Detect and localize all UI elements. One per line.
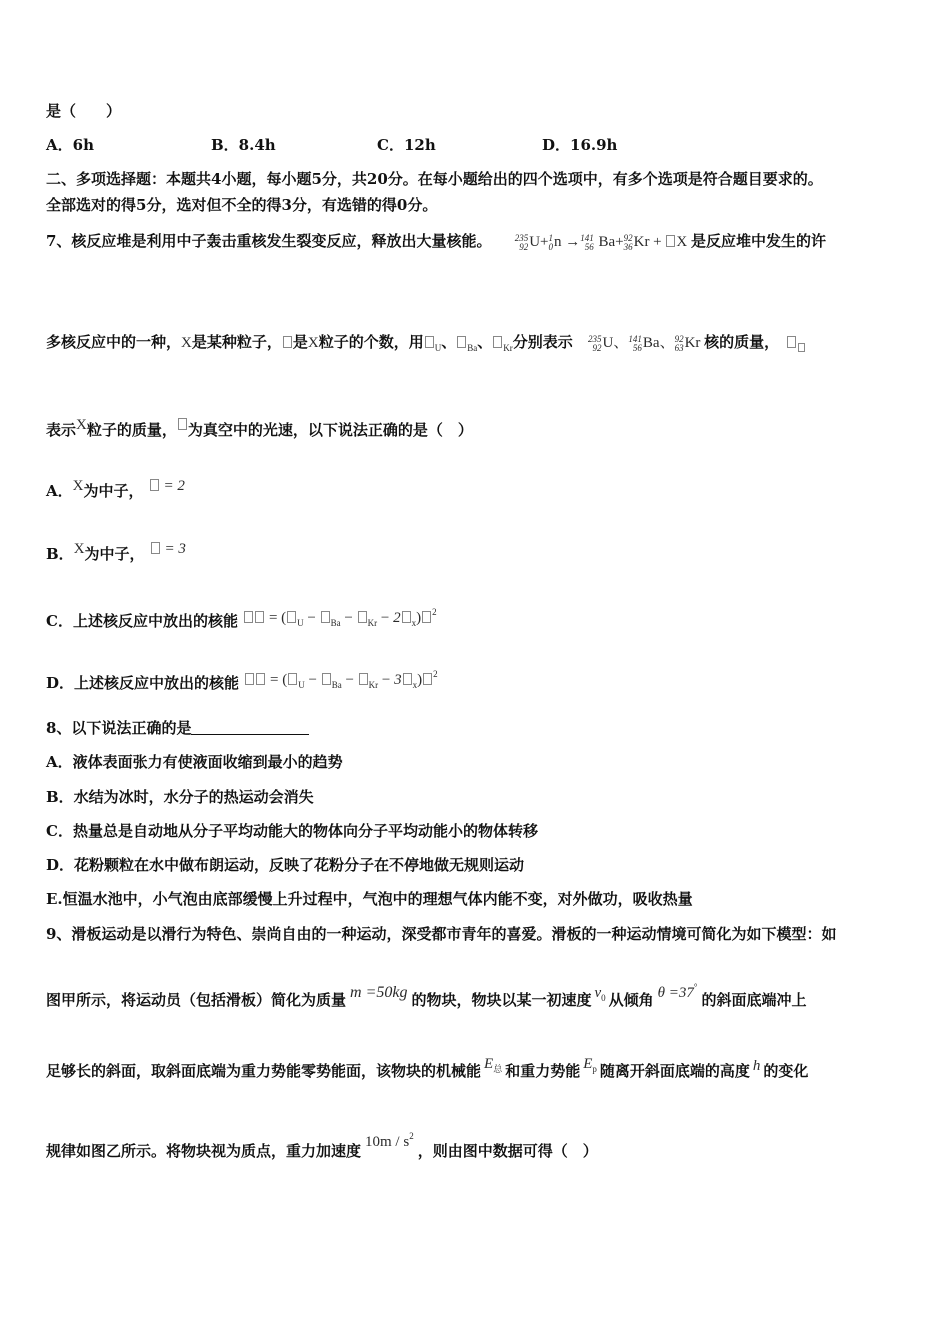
q7-option-a[interactable] <box>46 478 185 502</box>
kr-nuclide-numbers <box>675 335 684 353</box>
angle-value <box>657 982 698 1001</box>
gravity-value <box>365 1131 414 1150</box>
kr-mass-number: 92 <box>623 232 633 243</box>
ba-nuclide-numbers <box>628 335 642 353</box>
subscript-u: U <box>298 680 305 690</box>
separator: 、 <box>613 335 629 351</box>
e-subscript: 总 <box>493 1064 503 1074</box>
x-symbol: X <box>307 335 319 351</box>
g-text: 10m / s <box>365 1134 410 1150</box>
q7-stem-line2 <box>46 332 806 359</box>
placeholder-glyph <box>288 673 297 685</box>
option-label: A． <box>46 482 73 500</box>
q7-option-c[interactable] <box>46 606 437 637</box>
n-mass-number: 1 <box>548 232 553 243</box>
placeholder-glyph <box>425 336 434 348</box>
q9-line3-c: 随离开斜面底端的高度 <box>599 1062 750 1080</box>
option-text: C．上述核反应中放出的核能 <box>46 612 238 630</box>
q9-line2-c: 从倾角 <box>608 991 654 1009</box>
g-exponent: 2 <box>409 1131 414 1141</box>
answer-blank[interactable] <box>191 720 309 735</box>
q9-line3-d: 的变化 <box>763 1062 809 1080</box>
eq-close: ) <box>416 610 422 626</box>
separator: 、 <box>477 333 493 351</box>
n-symbol: n → <box>553 234 581 250</box>
placeholder-glyph <box>423 673 432 685</box>
placeholder-glyph <box>150 479 159 491</box>
placeholder-glyph <box>403 673 412 685</box>
eq-open: = ( <box>270 672 288 688</box>
placeholder-glyph <box>666 235 675 247</box>
separator: 、 <box>659 335 675 351</box>
q7-stem2-e: 分别表示 <box>512 333 573 351</box>
total-energy-symbol <box>484 1056 502 1072</box>
u-nuclide-numbers <box>515 234 529 252</box>
u-mass-number: 235 <box>588 333 602 344</box>
q8-option-d[interactable]: D．花粉颗粒在水中做布朗运动，反映了花粉分子在不停地做无规则运动 <box>46 856 525 874</box>
subscript-ba: Ba <box>467 343 478 353</box>
e-symbol: E <box>484 1056 494 1072</box>
minus-sign: − <box>381 672 391 688</box>
n-charge-number: 0 <box>548 241 553 252</box>
minus-sign: − <box>380 610 390 626</box>
prev-question-options <box>46 135 646 155</box>
q7-stem2-d: 粒子的个数，用 <box>318 333 424 351</box>
subscript-u: U <box>434 343 442 353</box>
prev-question-tail: 是（ ） <box>46 102 122 120</box>
v-symbol: v <box>594 985 602 1001</box>
q7-stem2-a: 多核反应中的一种， <box>46 333 182 351</box>
kr-nuclide-numbers <box>624 234 633 252</box>
x-symbol: X <box>676 234 688 250</box>
option-text: 为中子， <box>84 545 145 563</box>
nuclei-list <box>588 335 704 351</box>
placeholder-glyph <box>178 418 187 430</box>
placeholder-glyph <box>245 673 254 685</box>
option-c[interactable]: C．12h <box>377 136 436 154</box>
n-nuclide-numbers <box>548 234 553 252</box>
x-symbol: X <box>181 335 192 351</box>
height-symbol <box>753 1058 761 1074</box>
energy-equation-c <box>243 607 437 628</box>
q7-stem3-b: 粒子的质量， <box>86 421 177 439</box>
minus-sign: − <box>344 610 353 626</box>
potential-energy-symbol <box>583 1056 597 1072</box>
degree-sign: ° <box>693 982 698 992</box>
q9-line1: 9、滑板运动是以滑行为特色、崇尚自由的一种运动，深受都市青年的喜爱。滑板的一种运动情境可简化为如下模型：如 <box>46 925 837 943</box>
q9-line2 <box>46 982 807 1016</box>
coefficient: 3 <box>394 672 402 688</box>
subscript-x: x <box>412 680 418 690</box>
ep-subscript: p <box>592 1064 597 1074</box>
subscript-placeholder <box>797 344 806 354</box>
q9-line3 <box>46 1056 809 1087</box>
ba-symbol: Ba+ <box>598 234 624 250</box>
minus-sign: − <box>308 672 317 688</box>
subscript-u: U <box>297 618 304 628</box>
q7-stem3-c: 为真空中的光速，以下说法正确的是（ ） <box>187 421 473 439</box>
subscript-ba: Ba <box>331 680 342 690</box>
eq-close: ) <box>417 672 423 688</box>
section2-line1: 二、多项选择题：本题共4小题，每小题5分，共20分。在每小题给出的四个选项中，有多个选项是符合题目要求的。 <box>46 170 823 188</box>
option-value: = 2 <box>163 478 185 494</box>
placeholder-glyph <box>787 336 796 348</box>
option-a[interactable]: A．6h <box>46 136 94 154</box>
q9-line3-a: 足够长的斜面，取斜面底端为重力势能零势能面，该物块的机械能 <box>46 1062 482 1080</box>
placeholder-glyph <box>283 336 292 348</box>
placeholder-glyph <box>244 611 253 623</box>
q9-line2-b: 的物块，物块以某一初速度 <box>411 991 592 1009</box>
minus-sign: − <box>345 672 354 688</box>
mass-text: m =50kg <box>350 984 408 1001</box>
ba-charge-number: 56 <box>584 241 594 252</box>
u-symbol: U <box>602 335 614 351</box>
placeholder-glyph <box>493 336 502 348</box>
placeholder-glyph <box>402 611 411 623</box>
u-charge-number: 92 <box>519 241 529 252</box>
kr-charge-number: 36 <box>623 241 633 252</box>
option-d[interactable]: D．16.9h <box>542 136 618 154</box>
kr-symbol: Kr + <box>633 234 662 250</box>
placeholder-glyph <box>422 611 431 623</box>
placeholder-glyph <box>798 343 805 352</box>
x-symbol: X <box>72 478 84 494</box>
q7-stem-text: 7、核反应堆是利用中子轰击重核发生裂变反应，释放出大量核能。 <box>46 232 492 250</box>
kr-charge-number: 63 <box>674 342 684 353</box>
energy-equation-d <box>244 669 438 690</box>
placeholder-glyph <box>457 336 466 348</box>
superscript-2: 2 <box>432 607 437 617</box>
ba-nuclide-numbers <box>580 234 594 252</box>
option-b[interactable]: B．8.4h <box>211 136 276 154</box>
q8-option-b[interactable]: B．水结为冰时，水分子的热运动会消失 <box>46 788 314 806</box>
option-equation <box>149 478 185 494</box>
q8-stem <box>46 718 309 738</box>
placeholder-glyph <box>287 611 296 623</box>
subscript-kr: Kr <box>368 680 379 690</box>
q7-option-d[interactable] <box>46 668 438 699</box>
q7-stem2-c: 是 <box>292 333 308 351</box>
placeholder-glyph <box>358 611 367 623</box>
q9-line2-d: 的斜面底端冲上 <box>701 991 807 1009</box>
superscript-2: 2 <box>433 669 438 679</box>
kr-mass-number: 92 <box>674 333 684 344</box>
q9-line4 <box>46 1131 598 1162</box>
x-symbol: X <box>73 541 85 557</box>
option-text: 为中子， <box>83 482 144 500</box>
placeholder-glyph <box>321 611 330 623</box>
q7-stem-line3 <box>46 418 473 441</box>
kr-symbol: Kr <box>684 335 701 351</box>
q8-option-e[interactable]: E.恒温水池中，小气泡由底部缓慢上升过程中，气泡中的理想气体内能不变，对外做功，吸收热量 <box>46 890 693 908</box>
q9-line4-b: ，则由图中数据可得（ ） <box>417 1142 598 1160</box>
placeholder-glyph <box>256 673 265 685</box>
ba-symbol: Ba <box>642 335 660 351</box>
q7-stem-line1 <box>46 231 826 252</box>
subscript-x: x <box>411 618 417 628</box>
v-subscript: 0 <box>601 993 606 1003</box>
placeholder-glyph <box>151 542 160 554</box>
h-text: h <box>752 1058 761 1074</box>
minus-sign: − <box>307 610 316 626</box>
q9-line2-a: 图甲所示，将运动员（包括滑板）简化为质量 <box>46 991 347 1009</box>
u-symbol: U+ <box>529 234 549 250</box>
ba-mass-number: 141 <box>628 333 642 344</box>
q7-option-b[interactable] <box>46 541 186 565</box>
q8-option-c[interactable]: C．热量总是自动地从分子平均动能大的物体向分子平均动能小的物体转移 <box>46 822 538 840</box>
theta-text: θ =37 <box>657 985 694 1001</box>
u-charge-number: 92 <box>592 342 602 353</box>
subscript-kr: Kr <box>367 618 378 628</box>
q9-line3-b: 和重力势能 <box>505 1062 581 1080</box>
q7-stem3-a: 表示 <box>46 421 77 439</box>
coefficient: 2 <box>393 610 401 626</box>
x-symbol: X <box>76 417 87 433</box>
subscript-kr: Kr <box>503 343 513 353</box>
separator: 、 <box>441 333 457 351</box>
q7-stem2-b: 是某种粒子， <box>191 333 282 351</box>
option-label: B． <box>46 545 74 563</box>
q8-option-a[interactable]: A．液体表面张力有使液面收缩到最小的趋势 <box>46 753 343 771</box>
q7-stem2-f: 核的质量， <box>704 333 780 351</box>
u-nuclide-numbers <box>588 335 602 353</box>
ba-mass-number: 141 <box>580 232 594 243</box>
ep-symbol: E <box>583 1056 593 1072</box>
placeholder-glyph <box>359 673 368 685</box>
u-mass-number: 235 <box>514 232 529 243</box>
initial-velocity <box>594 985 605 1001</box>
mass-value <box>350 984 407 1001</box>
option-value: = 3 <box>164 541 186 557</box>
placeholder-glyph <box>255 611 264 623</box>
eq-open: = ( <box>268 610 287 626</box>
option-text: D．上述核反应中放出的核能 <box>46 674 240 692</box>
q8-stem-text: 8、以下说法正确的是 <box>46 719 192 737</box>
nuclear-reaction-equation <box>515 234 691 250</box>
placeholder-glyph <box>322 673 331 685</box>
ba-charge-number: 56 <box>632 342 642 353</box>
q9-line4-a: 规律如图乙所示。将物块视为质点，重力加速度 <box>46 1142 362 1160</box>
option-equation <box>150 541 186 557</box>
section2-line2: 全部选对的得5分，选对但不全的得3分，有选错的得0分。 <box>46 196 438 214</box>
q7-stem-text-end: 是反应堆中发生的许 <box>691 232 827 250</box>
subscript-ba: Ba <box>330 618 341 628</box>
